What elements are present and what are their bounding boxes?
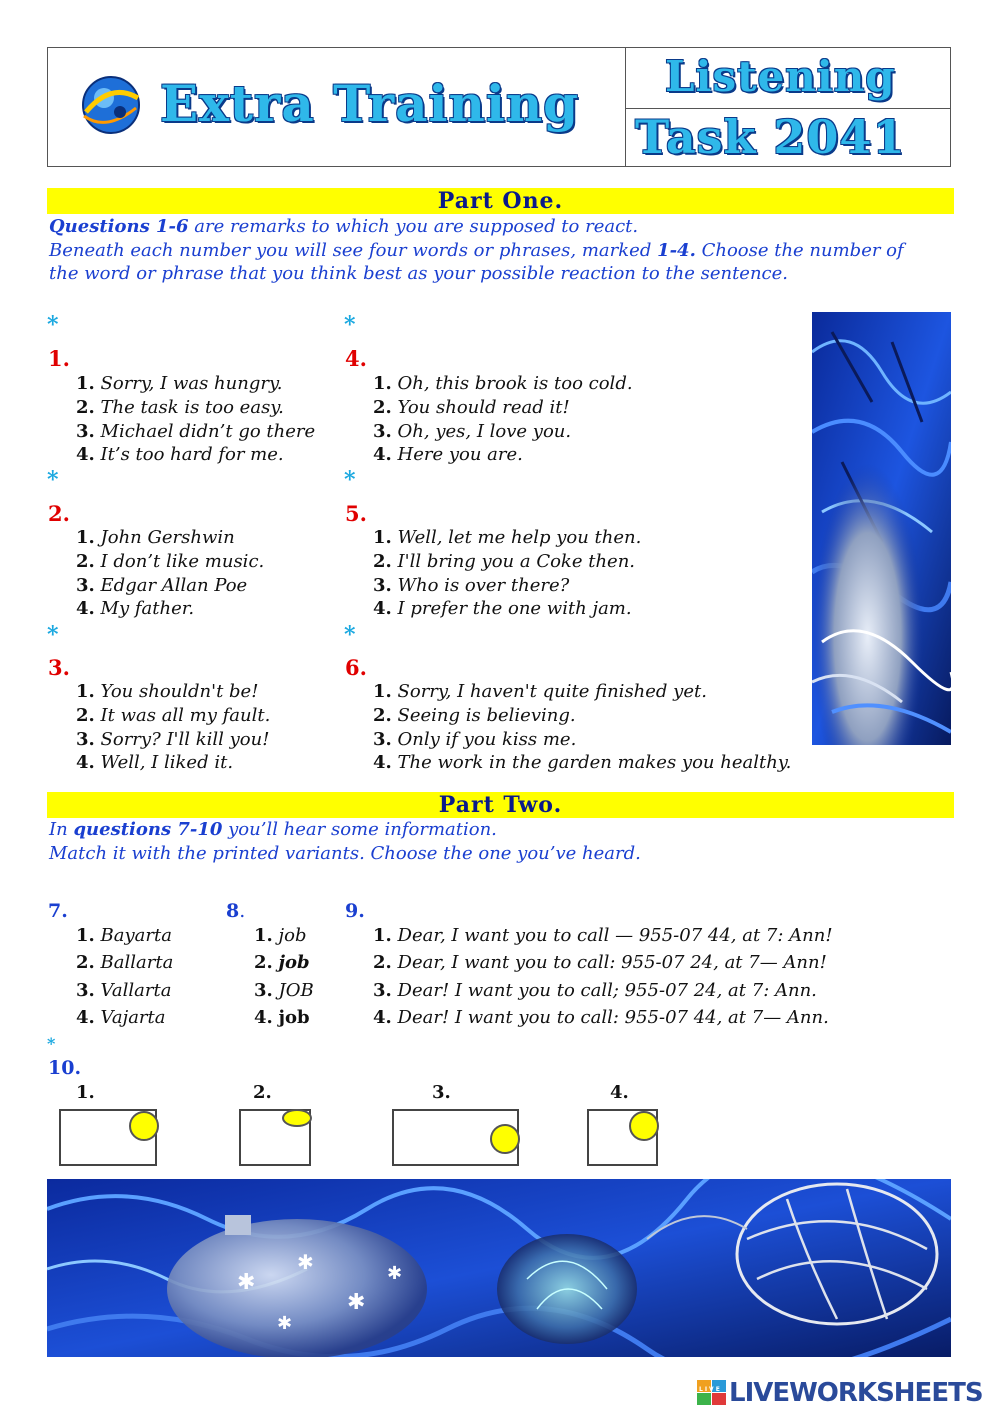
instr-text: are remarks to which you are supposed to react. bbox=[188, 216, 639, 237]
answer-option[interactable]: 1. Oh, this brook is too cold. bbox=[373, 373, 633, 394]
liveworksheets-brand: LIVEWORKSHEETS bbox=[729, 1378, 983, 1408]
question-number: 9. bbox=[345, 900, 365, 922]
instr-text: In bbox=[49, 819, 74, 840]
question-number: 2. bbox=[48, 501, 70, 526]
answer-option[interactable]: 2. I don’t like music. bbox=[76, 551, 265, 572]
separator-star: * bbox=[344, 622, 356, 648]
sun-icon bbox=[129, 1111, 159, 1141]
svg-text:✱: ✱ bbox=[277, 1313, 293, 1334]
answer-option[interactable]: 1. Bayarta bbox=[76, 925, 172, 946]
svg-text:✱: ✱ bbox=[347, 1290, 366, 1315]
part-one-instruction-2 bbox=[49, 240, 904, 261]
answer-option[interactable]: 2. job bbox=[254, 952, 310, 973]
separator-star: * bbox=[47, 467, 59, 493]
question-number: 3. bbox=[48, 655, 70, 680]
logo-mark-text: LIVE bbox=[699, 1386, 722, 1393]
picture-option-4[interactable] bbox=[587, 1109, 658, 1166]
picture-option-2[interactable] bbox=[239, 1109, 311, 1166]
answer-option[interactable]: 3. Vallarta bbox=[76, 980, 172, 1001]
part-two-heading: Part Two. bbox=[47, 792, 954, 818]
answer-option[interactable]: 4. Vajarta bbox=[76, 1007, 166, 1028]
answer-option[interactable]: 3. Michael didn’t go there bbox=[76, 421, 316, 442]
instr-text: Beneath each number you will see four words or phrases, marked bbox=[49, 240, 658, 261]
picture-option-label: 3. bbox=[432, 1082, 451, 1103]
sun-icon bbox=[629, 1111, 659, 1141]
question-number: 10. bbox=[48, 1057, 82, 1079]
part-one-instruction-1 bbox=[49, 216, 638, 237]
picture-option-label: 4. bbox=[610, 1082, 629, 1103]
question-number: 4. bbox=[345, 346, 367, 371]
instr-bold: Questions 1-6 bbox=[49, 216, 189, 237]
globe-icon bbox=[76, 72, 146, 138]
answer-option[interactable]: 3. Sorry? I'll kill you! bbox=[76, 729, 270, 750]
decorative-tinsel-image bbox=[812, 312, 951, 745]
picture-option-3[interactable] bbox=[392, 1109, 519, 1166]
answer-option[interactable]: 1. Dear, I want you to call — 955-07 44, at 7: Ann! bbox=[373, 925, 833, 946]
answer-option[interactable]: 3. Who is over there? bbox=[373, 575, 570, 596]
answer-option[interactable]: 2. Dear, I want you to call: 955-07 24, at 7— Ann! bbox=[373, 952, 827, 973]
sun-icon bbox=[490, 1124, 520, 1154]
header-box bbox=[47, 47, 951, 167]
answer-option[interactable]: 3. JOB bbox=[254, 980, 314, 1001]
answer-option[interactable]: 3. Edgar Allan Poe bbox=[76, 575, 248, 596]
question-number: 6. bbox=[345, 655, 367, 680]
answer-option[interactable]: 4. Well, I liked it. bbox=[76, 752, 234, 773]
decorative-ornaments-image bbox=[47, 1179, 951, 1357]
question-number: 1. bbox=[48, 346, 70, 371]
answer-option[interactable]: 3. Dear! I want you to call; 955-07 24, at 7: Ann. bbox=[373, 980, 817, 1001]
answer-option[interactable]: 4. Here you are. bbox=[373, 444, 523, 465]
svg-text:✱: ✱ bbox=[297, 1250, 314, 1274]
sun-icon bbox=[282, 1109, 312, 1127]
picture-option-label: 2. bbox=[253, 1082, 272, 1103]
question-number: 8. bbox=[226, 900, 246, 922]
header-subtitle-top: Listening bbox=[665, 52, 896, 101]
answer-option[interactable]: 2. You should read it! bbox=[373, 397, 570, 418]
separator-star: * bbox=[47, 1034, 56, 1053]
answer-option[interactable]: 4. The work in the garden makes you healthy. bbox=[373, 752, 792, 773]
answer-option[interactable]: 3. Oh, yes, I love you. bbox=[373, 421, 572, 442]
header-right-top-cell bbox=[625, 48, 950, 109]
part-two-instruction-2: Match it with the printed variants. Choose the one you’ve heard. bbox=[49, 843, 641, 864]
answer-option[interactable]: 3. Only if you kiss me. bbox=[373, 729, 577, 750]
answer-option[interactable]: 1. You shouldn't be! bbox=[76, 681, 259, 702]
answer-option[interactable]: 4. I prefer the one with jam. bbox=[373, 598, 632, 619]
liveworksheets-logo-mark bbox=[697, 1380, 727, 1406]
part-one-heading: Part One. bbox=[47, 188, 954, 214]
part-one-instruction-3: the word or phrase that you think best as your possible reaction to the sentence. bbox=[49, 263, 789, 284]
picture-option-1[interactable] bbox=[59, 1109, 157, 1166]
instr-bold: questions 7-10 bbox=[73, 819, 223, 840]
answer-option[interactable]: 4. My father. bbox=[76, 598, 195, 619]
separator-star: * bbox=[344, 467, 356, 493]
answer-option[interactable]: 1. Well, let me help you then. bbox=[373, 527, 642, 548]
header-subtitle-bottom: Task 2041 bbox=[635, 110, 906, 164]
instr-bold: 1-4. bbox=[657, 240, 696, 261]
picture-option-label: 1. bbox=[76, 1082, 95, 1103]
question-number: 5. bbox=[345, 501, 367, 526]
tinsel-graphic bbox=[812, 312, 951, 745]
answer-option[interactable]: 4. job bbox=[254, 1007, 310, 1028]
ornaments-graphic bbox=[47, 1179, 951, 1357]
answer-option[interactable]: 2. I'll bring you a Coke then. bbox=[373, 551, 636, 572]
answer-option[interactable]: 1. Sorry, I haven't quite finished yet. bbox=[373, 681, 707, 702]
svg-text:✱: ✱ bbox=[387, 1263, 403, 1284]
separator-star: * bbox=[344, 312, 356, 338]
answer-option[interactable]: 1. job bbox=[254, 925, 307, 946]
answer-option[interactable]: 2. The task is too easy. bbox=[76, 397, 284, 418]
header-left-cell bbox=[48, 48, 626, 166]
question-number: 7. bbox=[48, 900, 68, 922]
instr-text: you’ll hear some information. bbox=[222, 819, 497, 840]
instr-text: Choose the number of bbox=[695, 240, 904, 261]
header-title: Extra Training bbox=[160, 74, 580, 133]
answer-option[interactable]: 4. Dear! I want you to call: 955-07 44, at 7— Ann. bbox=[373, 1007, 829, 1028]
answer-option[interactable]: 2. Ballarta bbox=[76, 952, 174, 973]
answer-option[interactable]: 2. It was all my fault. bbox=[76, 705, 271, 726]
answer-option[interactable]: 1. Sorry, I was hungry. bbox=[76, 373, 283, 394]
svg-text:✱: ✱ bbox=[237, 1270, 256, 1295]
liveworksheets-logo bbox=[697, 1378, 997, 1408]
separator-star: * bbox=[47, 622, 59, 648]
answer-option[interactable]: 4. It’s too hard for me. bbox=[76, 444, 284, 465]
answer-option[interactable]: 1. John Gershwin bbox=[76, 527, 235, 548]
separator-star: * bbox=[47, 312, 59, 338]
part-two-instruction-1 bbox=[49, 819, 497, 840]
answer-option[interactable]: 2. Seeing is believing. bbox=[373, 705, 576, 726]
